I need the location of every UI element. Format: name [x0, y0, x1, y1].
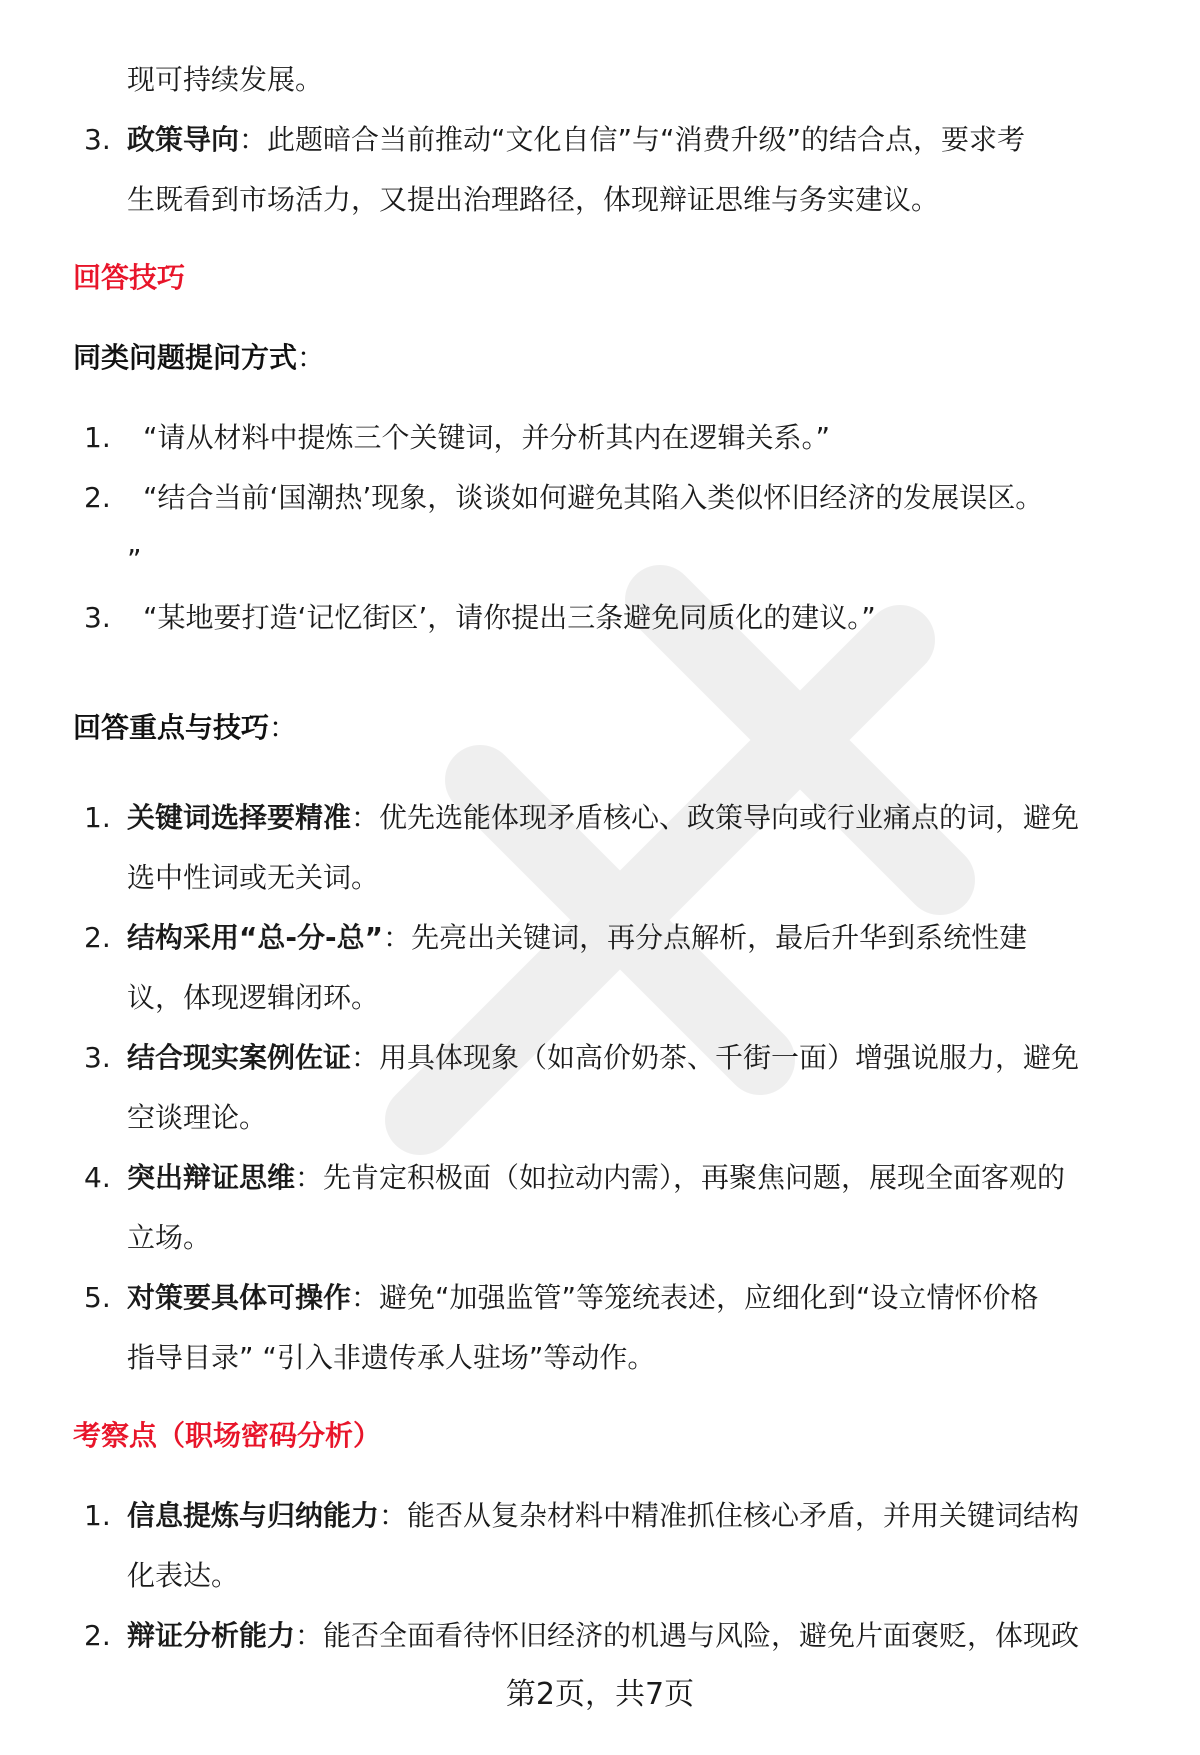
list-item-continuation: 生既看到市场活力，又提出治理路径，体现辩证思维与务实建议。 — [127, 183, 940, 216]
section-heading-answer-skills: 回答技巧 — [73, 261, 186, 294]
list-item-term: 关键词选择要精准 — [127, 801, 352, 834]
subheading-key-points — [73, 708, 297, 748]
subheading-colon: ： — [269, 711, 298, 744]
list-number: 5. — [84, 1281, 111, 1314]
subheading-label: 回答重点与技巧 — [73, 711, 270, 744]
list-item-continuation: 指导目录” “引入非遗传承人驻场”等动作。 — [127, 1341, 656, 1374]
list-item — [127, 1038, 1079, 1078]
subheading-colon: ： — [297, 341, 326, 374]
list-item: “请从材料中提炼三个关键词，并分析其内在逻辑关系。” — [143, 421, 831, 454]
list-item-continuation: 立场。 — [127, 1221, 212, 1254]
list-item — [127, 798, 1079, 838]
list-number: 3. — [84, 1041, 111, 1074]
list-item — [127, 1496, 1079, 1536]
list-number: 1. — [84, 421, 111, 454]
list-item-text: ：避免“加强监管”等笼统表述，应细化到“设立情怀价格 — [351, 1281, 1039, 1314]
list-item — [127, 1158, 1065, 1198]
list-item — [127, 1616, 1079, 1656]
list-item-text: ：能否从复杂材料中精准抓住核心矛盾，并用关键词结构 — [379, 1499, 1080, 1532]
list-number: 1. — [84, 1499, 111, 1532]
list-item — [127, 120, 1025, 160]
list-item-continuation: 议，体现逻辑闭环。 — [127, 981, 380, 1014]
list-item-text: ：先亮出关键词，再分点解析，最后升华到系统性建 — [383, 921, 1028, 954]
list-item — [127, 1278, 1039, 1318]
list-item-term: 突出辩证思维 — [127, 1161, 296, 1194]
page-number-footer: 第2页，共7页 — [505, 1677, 695, 1712]
list-item: “结合当前‘国潮热’现象，谈谈如何避免其陷入类似怀旧经济的发展误区。 — [143, 481, 1044, 514]
list-item-term: 辩证分析能力 — [127, 1619, 296, 1652]
list-item-term: 结构采用“总-分-总” — [127, 921, 384, 954]
list-item-text: ：能否全面看待怀旧经济的机遇与风险，避免片面褒贬，体现政 — [295, 1619, 1080, 1652]
list-item-continuation: ” — [127, 543, 142, 576]
list-number: 2. — [84, 921, 111, 954]
list-number: 2. — [84, 1619, 111, 1652]
subheading-similar-questions — [73, 338, 325, 378]
subheading-label: 同类问题提问方式 — [73, 341, 298, 374]
list-item-term: 对策要具体可操作 — [127, 1281, 352, 1314]
list-number: 2. — [84, 481, 111, 514]
list-item-text: ：先肯定积极面（如拉动内需），再聚焦问题，展现全面客观的 — [295, 1161, 1066, 1194]
list-number: 4. — [84, 1161, 111, 1194]
list-item-term: 结合现实案例佐证 — [127, 1041, 352, 1074]
list-item-text: ：用具体现象（如高价奶茶、千街一面）增强说服力，避免 — [351, 1041, 1080, 1074]
section-heading-exam-points: 考察点（职场密码分析） — [73, 1419, 382, 1452]
list-item-text: ：此题暗合当前推动“文化自信”与“消费升级”的结合点，要求考 — [239, 123, 1026, 156]
list-item — [127, 918, 1027, 958]
list-item-continuation: 选中性词或无关词。 — [127, 861, 380, 894]
paragraph-tail: 现可持续发展。 — [127, 63, 324, 96]
list-number: 3. — [84, 601, 111, 634]
list-item: “某地要打造‘记忆街区’，请你提出三条避免同质化的建议。” — [143, 601, 876, 634]
list-item-continuation: 化表达。 — [127, 1559, 240, 1592]
list-item-continuation: 空谈理论。 — [127, 1101, 268, 1134]
list-item-term: 政策导向 — [127, 123, 240, 156]
list-number: 1. — [84, 801, 111, 834]
list-item-term: 信息提炼与归纳能力 — [127, 1499, 380, 1532]
list-number: 3. — [84, 123, 111, 156]
list-item-text: ：优先选能体现矛盾核心、政策导向或行业痛点的词，避免 — [351, 801, 1080, 834]
